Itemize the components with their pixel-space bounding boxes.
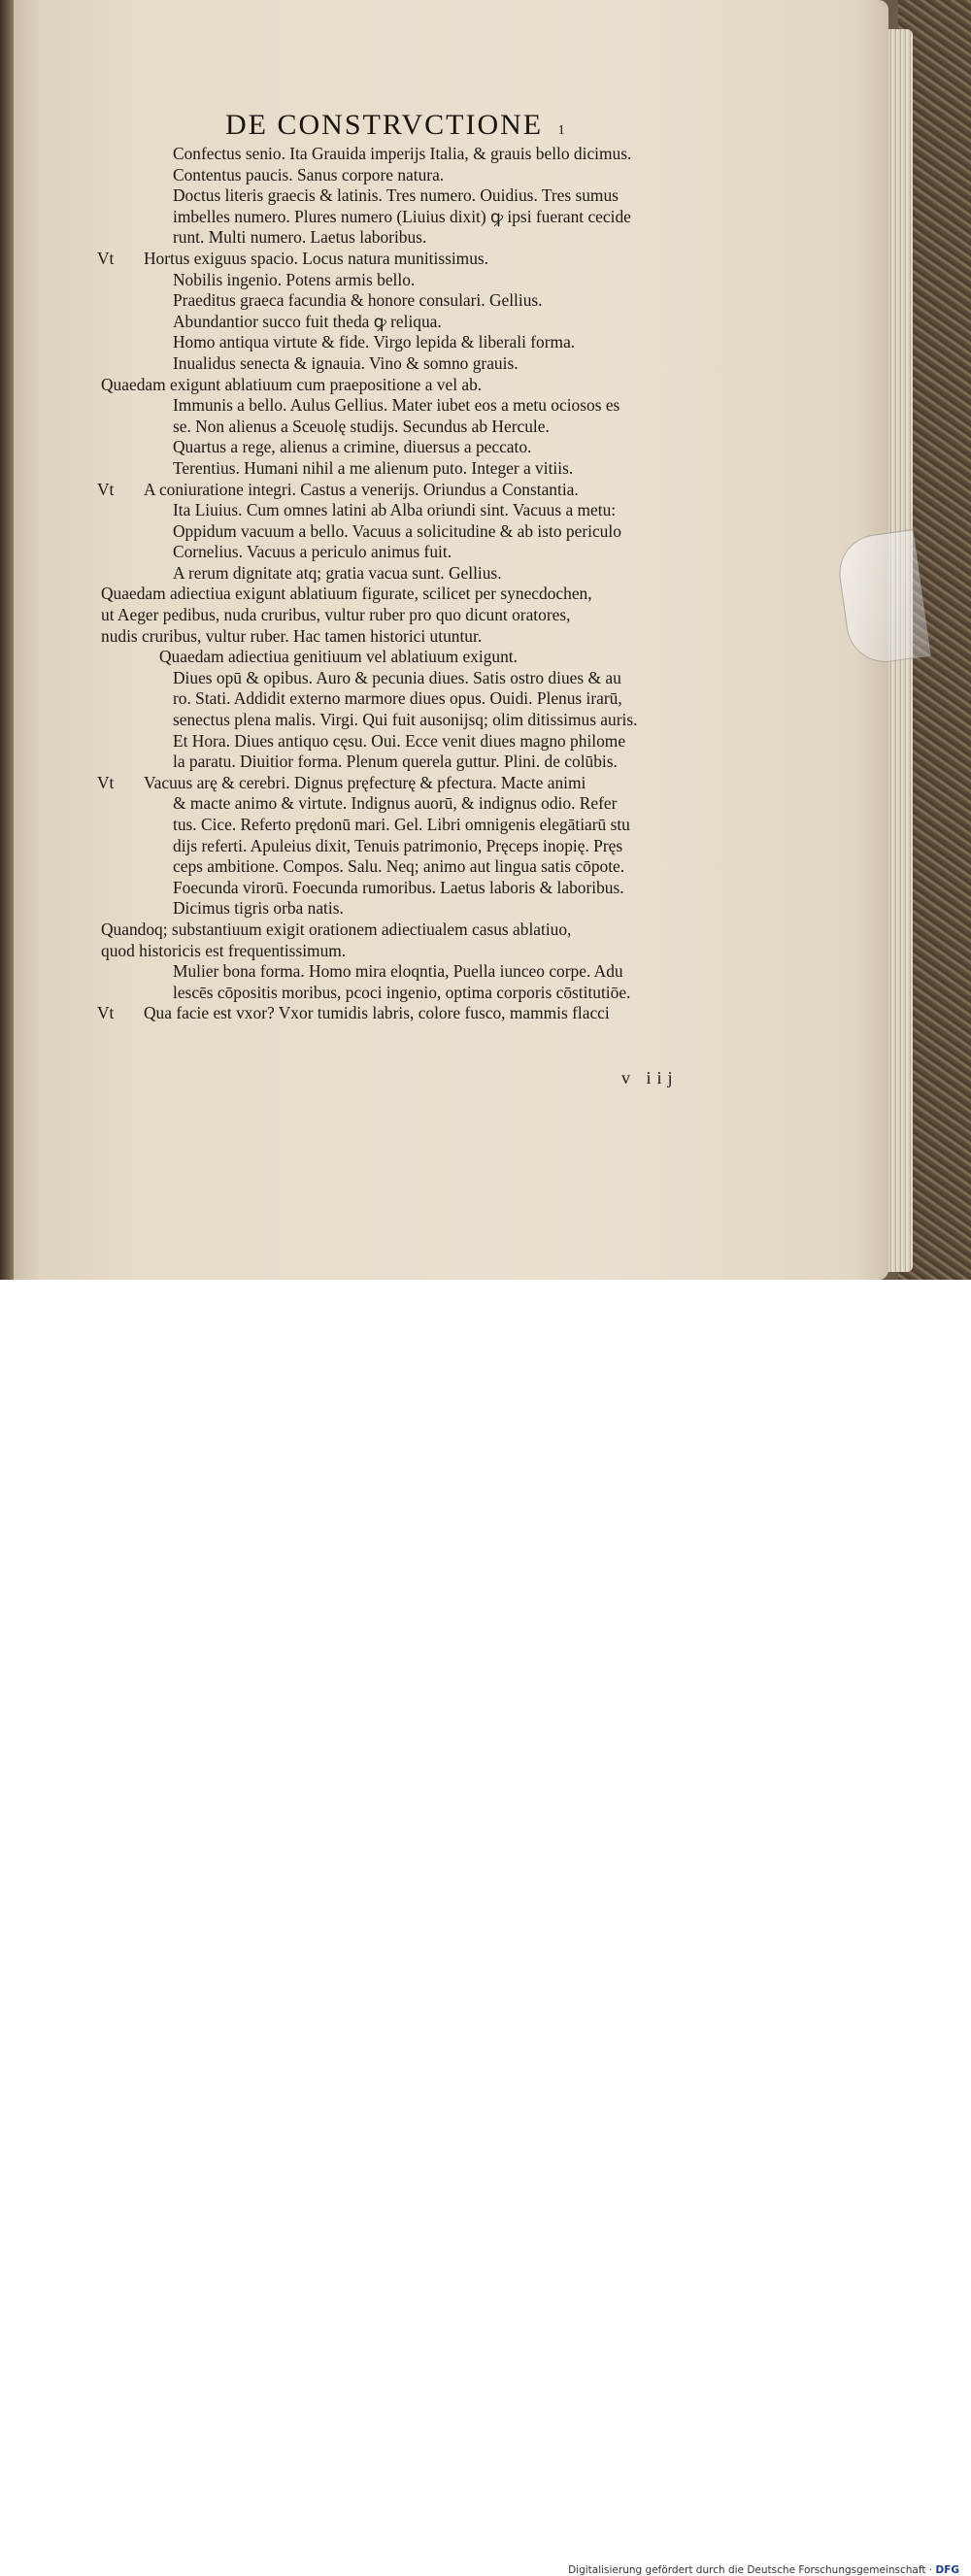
book-page: [0, 0, 888, 1280]
footer-bar: [0, 1280, 971, 2576]
text-line: [97, 731, 719, 753]
line-text: Foecunda virorū. Foecunda rumoribus. Laetus laboris & laboribus.: [173, 877, 624, 897]
text-line: [97, 144, 719, 165]
line-text: Praeditus graeca facundia & honore consulari. Gellius.: [173, 290, 543, 311]
text-line: [97, 353, 719, 375]
margin-mark: Vt: [97, 1003, 115, 1023]
text-line: [97, 856, 719, 878]
text-line: [97, 290, 719, 312]
text-line: [97, 395, 719, 417]
text-line: [101, 605, 719, 626]
text-line: [97, 898, 719, 920]
text-line: [101, 941, 719, 962]
line-text: Oppidum vacuum a bello. Vacuus a solicitudine & ab isto periculo: [173, 520, 621, 541]
line-text: Diues opū & opibus. Auro & pecunia diues. Satis ostro diues & au: [173, 667, 621, 687]
line-text: Vacuus arę & cerebri. Dignus pręfecturę & pfectura. Macte animi: [144, 772, 586, 792]
folio-number: 1: [557, 123, 567, 138]
line-text: imbelles numero. Plures numero (Liuius dixit) ꝙ ipsi fuerant cecide: [173, 206, 631, 226]
text-line: [97, 185, 719, 207]
line-text: Abundantior succo fuit theda ꝙ reliqua.: [173, 311, 442, 331]
line-text: Hortus exiguus spacio. Locus natura munitissimus.: [144, 248, 489, 268]
margin-mark: Vt: [97, 248, 115, 268]
line-text: Terentius. Humani nihil a me alienum puto. Integer a vitiis.: [173, 457, 574, 478]
text-line: [97, 480, 719, 501]
text-line: [97, 458, 719, 480]
margin-mark: Vt: [97, 772, 115, 792]
line-text: se. Non alienus a Sceuolę studijs. Secundus ab Hercule.: [173, 416, 550, 436]
line-text: Confectus senio. Ita Grauida imperijs Italia, & grauis bello dicimus.: [173, 144, 632, 163]
text-line: [101, 375, 719, 396]
line-text: la paratu. Diuitior forma. Plenum querela guttur. Plini. de colūbis.: [173, 752, 618, 772]
line-text: Qua facie est vxor? Vxor tumidis labris, colore fusco, mammis flacci: [144, 1003, 610, 1023]
page-header: [225, 109, 567, 142]
text-line: [97, 688, 719, 710]
line-text: Quaedam adiectiua genitiuum vel ablatiuum exigunt.: [159, 647, 518, 667]
text-line: [97, 647, 719, 668]
text-line: [97, 563, 719, 585]
line-text: Cornelius. Vacuus a periculo animus fuit.: [173, 542, 452, 562]
line-text: Mulier bona forma. Homo mira eloqntia, Puella iunceo corpe. Adu: [173, 961, 623, 982]
text-line: [97, 815, 719, 836]
line-text: Et Hora. Diues antiquo cęsu. Oui. Ecce venit diues magno philome: [173, 730, 626, 751]
signature-mark: v iij: [621, 1068, 679, 1087]
line-text: Inualidus senecta & ignauia. Vino & somno grauis.: [173, 352, 519, 373]
text-line: [97, 270, 719, 291]
text-line: [97, 437, 719, 458]
digitization-credit: Digitalisierung gefördert durch die Deutsche Forschungsgemeinschaft · DFG: [568, 2564, 959, 2576]
text-line: [97, 983, 719, 1004]
line-text: Doctus literis graecis & latinis. Tres numero. Ouidius. Tres sumus: [173, 185, 619, 206]
text-line: [101, 626, 719, 648]
text-line: [97, 961, 719, 983]
text-line: [97, 710, 719, 731]
text-line: [97, 227, 719, 249]
text-line: [97, 836, 719, 857]
text-line: [97, 417, 719, 438]
line-text: & macte animo & virtute. Indignus auorū, & indignus odio. Refer: [173, 793, 618, 814]
text-line: [97, 521, 719, 543]
text-line: [97, 207, 719, 228]
line-text: Nobilis ingenio. Potens armis bello.: [173, 269, 416, 289]
line-text: Quartus a rege, alienus a crimine, diuersus a peccato.: [173, 437, 532, 457]
line-text: Dicimus tigris orba natis.: [173, 898, 344, 919]
line-text: runt. Multi numero. Laetus laboribus.: [173, 227, 427, 248]
text-line: [101, 584, 719, 605]
line-text: lescēs cōpositis moribus, pcoci ingenio, optima corporis cōstitutiōe.: [173, 982, 631, 1002]
text-line: [97, 312, 719, 333]
line-text: tus. Cice. Referto prędonū mari. Gel. Libri omnigenis elegātiarū stu: [173, 815, 630, 834]
line-text: nudis cruribus, vultur ruber. Hac tamen historici utuntur.: [101, 625, 483, 646]
line-text: ro. Stati. Addidit externo marmore diues opus. Ouidi. Plenus irarū,: [173, 688, 622, 709]
text-line: [97, 165, 719, 186]
text-line: [97, 542, 719, 563]
line-text: Quaedam exigunt ablatiuum cum praepositione a vel ab.: [101, 374, 483, 394]
text-line: [97, 332, 719, 353]
line-text: senectus plena malis. Virgi. Qui fuit ausonijsq; olim ditissimus auris.: [173, 710, 638, 730]
line-text: A coniuratione integri. Castus a venerijs. Oriundus a Constantia.: [144, 479, 579, 499]
text-line: [97, 1003, 719, 1024]
line-text: A rerum dignitate atq; gratia vacua sunt. Gellius.: [173, 562, 502, 583]
text-line: [97, 793, 719, 815]
line-text: Contentus paucis. Sanus corpore natura.: [173, 164, 445, 184]
credit-text: Digitalisierung gefördert durch die Deutsche Forschungsgemeinschaft: [568, 2564, 926, 2576]
text-line: [97, 752, 719, 773]
line-text: Quaedam adiectiua exigunt ablatiuum figurate, scilicet per synecdochen,: [101, 584, 592, 604]
line-text: Ita Liuius. Cum omnes latini ab Alba oriundi sint. Vacuus a metu:: [173, 500, 617, 520]
text-line: [97, 773, 719, 794]
line-text: ceps ambitione. Compos. Salu. Neq; animo aut lingua satis cōpote.: [173, 856, 625, 877]
text-line: [97, 878, 719, 899]
scan-background: [0, 0, 971, 1280]
line-text: Immunis a bello. Aulus Gellius. Mater iubet eos a metu ociosos es: [173, 395, 620, 416]
dfg-logo: DFG: [935, 2564, 959, 2576]
line-text: quod historicis est frequentissimum.: [101, 940, 347, 960]
line-text: dijs referti. Apuleius dixit, Tenuis patrimonio, Pręceps inopię. Pręs: [173, 835, 623, 855]
running-title: DE CONSTRVCTIONE: [225, 109, 544, 141]
text-line: [101, 920, 719, 941]
margin-mark: Vt: [97, 479, 115, 499]
text-line: [97, 249, 719, 270]
text-block: [97, 144, 719, 1024]
line-text: Quandoq; substantiuum exigit orationem adiectiualem casus ablatiuo,: [101, 919, 572, 939]
text-line: [97, 500, 719, 521]
text-line: [97, 668, 719, 689]
line-text: ut Aeger pedibus, nuda cruribus, vultur ruber pro quo dicunt oratores,: [101, 605, 571, 625]
page-gutter: [0, 0, 14, 1280]
line-text: Homo antiqua virtute & fide. Virgo lepida & liberali forma.: [173, 332, 576, 352]
